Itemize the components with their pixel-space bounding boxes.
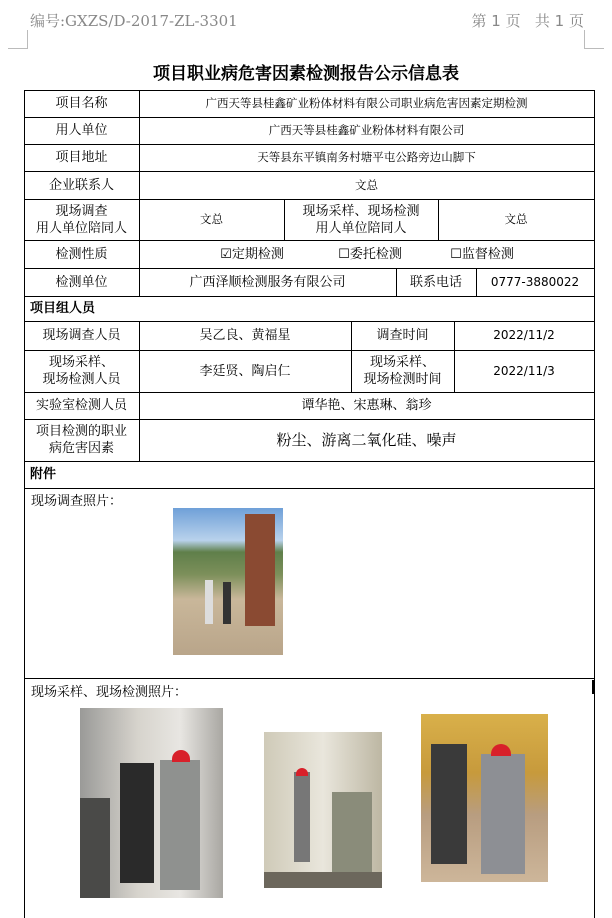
nature-option-commissioned[interactable]: ☐委托检测 xyxy=(338,246,402,262)
text-cursor xyxy=(592,680,595,694)
nature-label: 检测性质 xyxy=(55,246,108,262)
phone-label: 联系电话 xyxy=(409,274,462,290)
corner-mark xyxy=(27,30,28,48)
team-section-heading: 项目组人员 xyxy=(30,301,96,316)
page-info: 第 1 页 共 1 页 xyxy=(471,12,584,30)
sampling-escort-value: 文总 xyxy=(504,212,528,226)
survey-photo xyxy=(173,508,283,655)
sampling-time-label: 现场采样、 现场检测时间 xyxy=(363,355,442,387)
survey-staff-label: 现场调查人员 xyxy=(42,328,121,343)
contact-value: 文总 xyxy=(355,177,378,192)
phone-value: 0777-3880022 xyxy=(490,274,580,289)
contact-label: 企业联系人 xyxy=(48,177,114,193)
address-value: 天等县东平镇南务村塘平屯公路旁边山脚下 xyxy=(257,150,476,164)
survey-time-value: 2022/11/2 xyxy=(493,328,555,342)
survey-staff-value: 吴乙良、黄福星 xyxy=(199,328,291,343)
corner-mark xyxy=(584,30,585,48)
survey-photos-label: 现场调查照片： xyxy=(31,494,123,509)
survey-escort-value: 文总 xyxy=(200,212,223,226)
lab-value: 广西泽顺检测服务有限公司 xyxy=(189,274,346,290)
address-label: 项目地址 xyxy=(55,150,108,165)
sampling-photos-label: 现场采样、现场检测照片： xyxy=(31,685,188,700)
sampling-photo-2 xyxy=(264,732,382,888)
lab-staff-value: 谭华艳、宋惠琳、翁珍 xyxy=(301,398,432,413)
lab-label: 检测单位 xyxy=(55,274,108,290)
survey-escort-label: 现场调查 用人单位陪同人 xyxy=(35,203,127,236)
sampling-photo-3 xyxy=(421,714,548,882)
hazards-label: 项目检测的职业 病危害因素 xyxy=(35,424,127,456)
lab-staff-label: 实验室检测人员 xyxy=(35,398,127,413)
hazards-value: 粉尘、游离二氧化硅、噪声 xyxy=(276,430,457,449)
page-title: 项目职业病危害因素检测报告公示信息表 xyxy=(153,64,459,84)
nature-option-periodic[interactable]: ☑定期检测 xyxy=(220,246,284,262)
sampling-staff-value: 李廷贤、陶启仁 xyxy=(199,363,291,379)
doc-number: 编号:GXZS/D-2017-ZL-3301 xyxy=(30,12,238,30)
sampling-time-value: 2022/11/3 xyxy=(493,363,555,378)
nature-option-supervision[interactable]: ☐监督检测 xyxy=(450,246,514,262)
corner-mark xyxy=(8,48,28,49)
survey-time-label: 调查时间 xyxy=(376,328,429,343)
attachments-section-heading: 附件 xyxy=(30,467,57,482)
employer-value: 广西天等县桂鑫矿业粉体材料有限公司 xyxy=(268,123,465,137)
project-name-value: 广西天等县桂鑫矿业粉体材料有限公司职业病危害因素定期检测 xyxy=(205,96,528,110)
corner-mark xyxy=(584,48,604,49)
sampling-escort-label: 现场采样、现场检测 用人单位陪同人 xyxy=(302,203,420,236)
employer-label: 用人单位 xyxy=(55,123,108,138)
sampling-photo-1 xyxy=(80,708,223,898)
project-name-label: 项目名称 xyxy=(55,96,108,111)
sampling-staff-label: 现场采样、 现场检测人员 xyxy=(42,355,121,387)
